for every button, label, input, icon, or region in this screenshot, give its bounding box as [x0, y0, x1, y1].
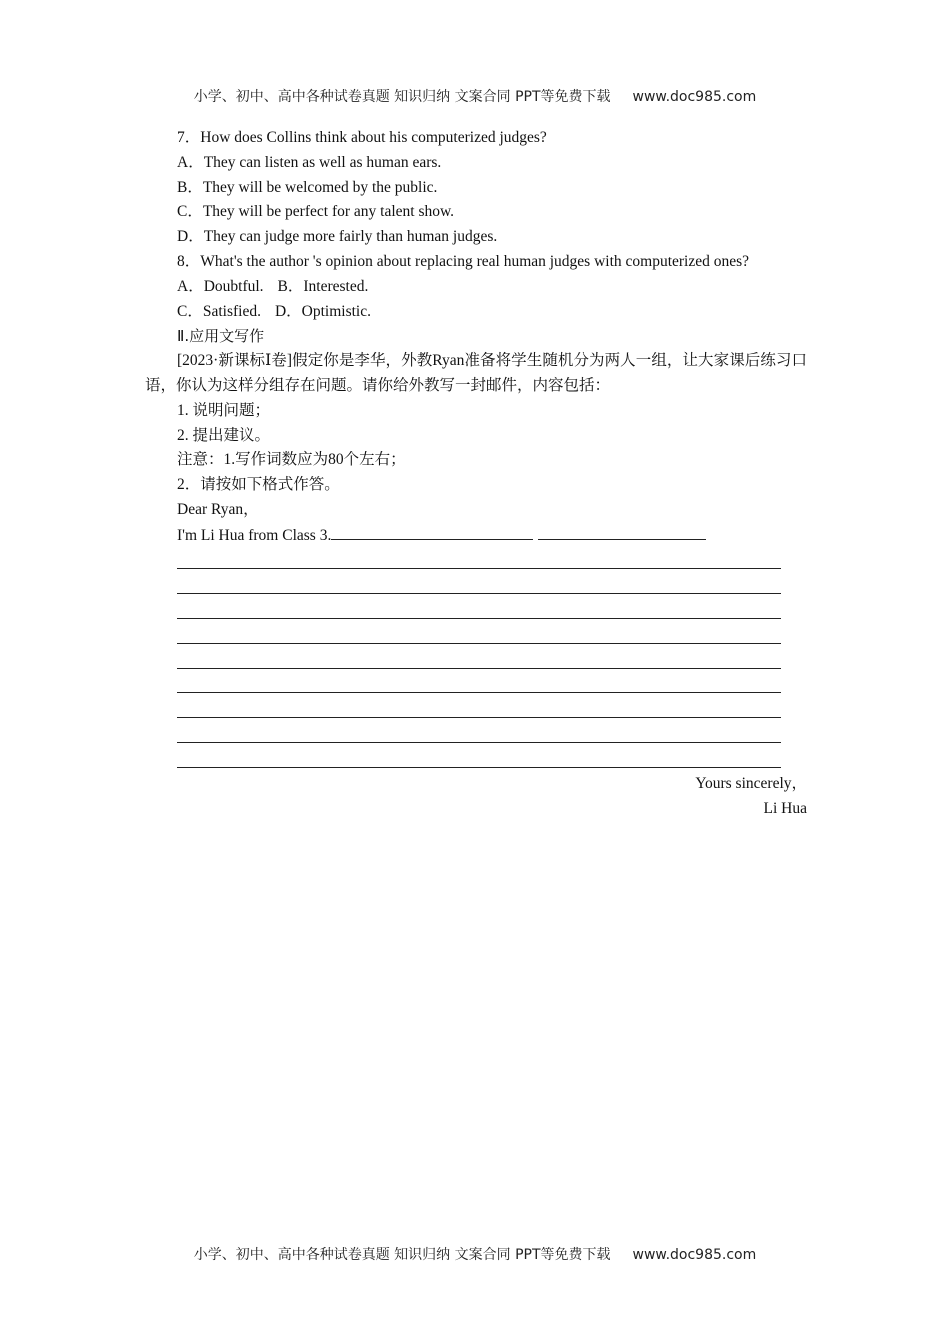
- answer-line[interactable]: [145, 648, 807, 673]
- q7-option-b: B．They will be welcomed by the public.: [177, 178, 438, 196]
- q7-option-d: D．They can judge more fairly than human judges.: [177, 228, 498, 246]
- q8-options-cd: [145, 300, 807, 325]
- answer-line[interactable]: [145, 573, 807, 598]
- q7-option-a: A．They can listen as well as human ears.: [177, 153, 442, 171]
- answer-line[interactable]: [145, 673, 807, 698]
- content-point-2: 2. 提出建议。: [177, 426, 271, 444]
- q8-options-ab: [145, 275, 807, 300]
- q8-option-b: B．Interested.: [277, 277, 369, 295]
- q8-stem: 8．What's the author 's opinion about replacing real human judges with computerized ones?: [177, 252, 750, 270]
- page-header: [0, 86, 950, 106]
- q7-option-c: C．They will be perfect for any talent show.: [177, 203, 455, 221]
- footer-text: 小学、初中、高中各种试卷真题 知识归纳 文案合同 PPT等免费下载: [193, 1247, 611, 1263]
- q8-option-c: C．Satisfied.: [177, 302, 261, 320]
- answer-line[interactable]: [145, 598, 807, 623]
- answer-line[interactable]: [145, 549, 807, 574]
- answer-line[interactable]: [145, 747, 807, 772]
- q8-option-a: A．Doubtful.: [177, 277, 264, 295]
- answer-line[interactable]: [145, 623, 807, 648]
- letter-opening-line: [145, 523, 807, 549]
- answer-line[interactable]: [145, 722, 807, 747]
- note-2: 2．请按如下格式作答。: [177, 476, 340, 494]
- section-title: Ⅱ.应用文写作: [177, 327, 265, 346]
- footer-url: www.doc985.com: [632, 1247, 757, 1263]
- answer-blank[interactable]: [331, 523, 533, 540]
- document-body: [145, 126, 807, 821]
- answer-blank[interactable]: [538, 523, 706, 540]
- header-url: www.doc985.com: [632, 89, 757, 105]
- q7-stem: 7．How does Collins think about his computerized judges?: [177, 129, 547, 146]
- answer-line[interactable]: [145, 697, 807, 722]
- letter-opening: I'm Li Hua from Class 3.: [177, 526, 332, 544]
- page-footer: [0, 1244, 950, 1264]
- content-point-1: 1. 说明问题；: [177, 401, 271, 419]
- note-1: 注意：1.写作词数应为80个左右；: [177, 451, 406, 469]
- letter-signature: Li Hua: [763, 799, 807, 817]
- letter-closing: Yours sincerely，: [695, 774, 807, 792]
- writing-prompt: [2023·新课标Ⅰ卷]假定你是李华，外教Ryan准备将学生随机分为两人一组，让大家课后练习口语，你认为这样分组存在问题。请你给外教写一封邮件，内容包括：: [145, 352, 807, 394]
- header-text: 小学、初中、高中各种试卷真题 知识归纳 文案合同 PPT等免费下载: [193, 89, 611, 105]
- letter-greeting: Dear Ryan，: [177, 500, 259, 518]
- q8-option-d: D．Optimistic.: [274, 302, 371, 320]
